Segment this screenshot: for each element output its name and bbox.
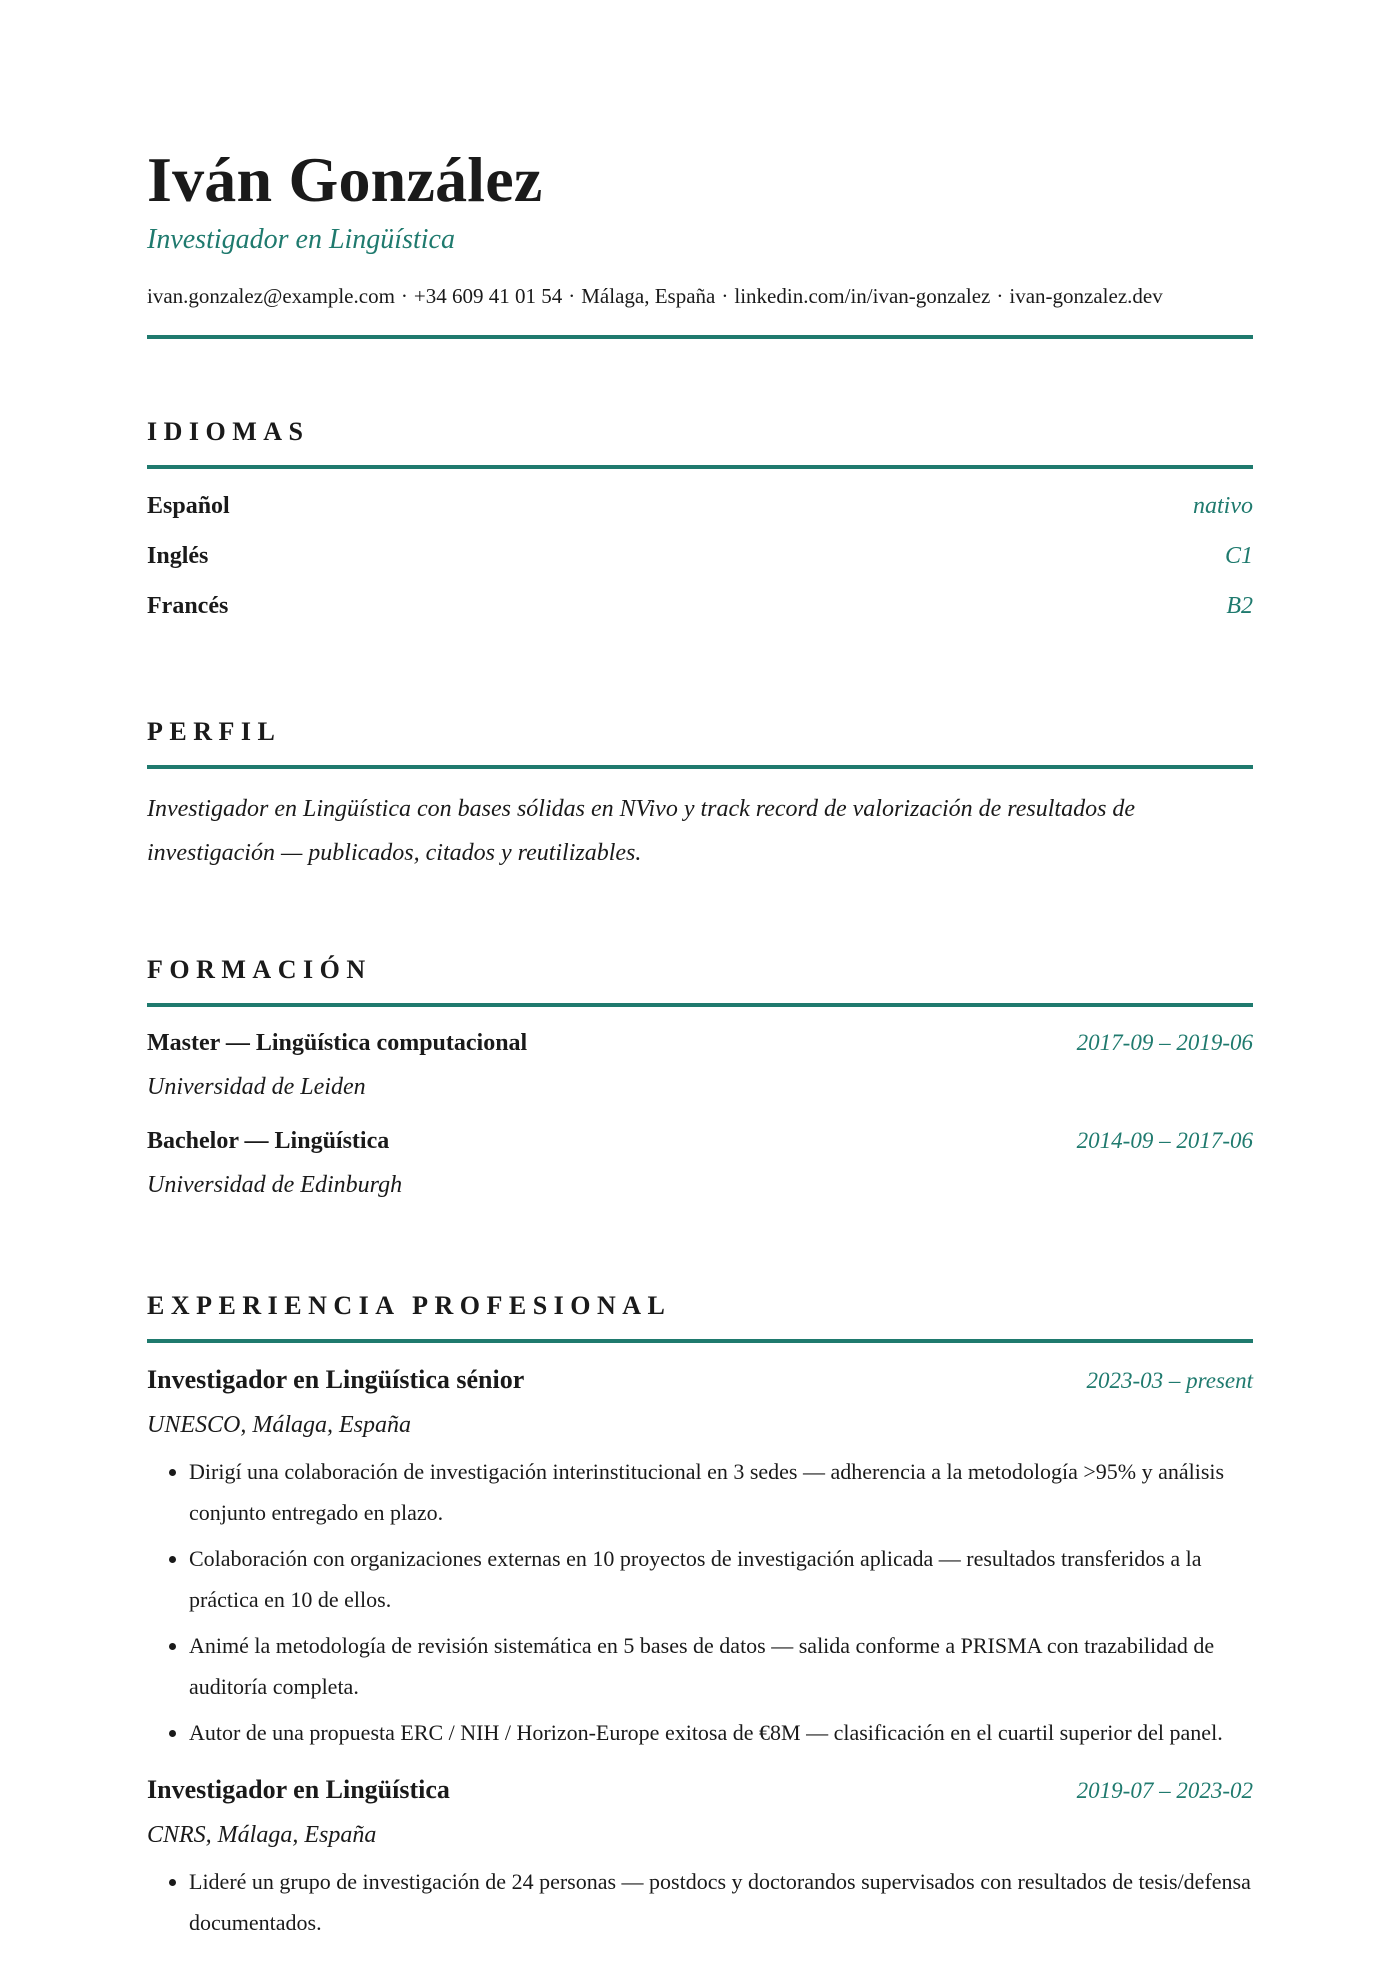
profile-section	[147, 717, 1253, 875]
experience-dates: 2019-07 – 2023-02	[1076, 1778, 1253, 1803]
contact-separator: ·	[400, 284, 408, 308]
education-institution: Universidad de Leiden	[147, 1074, 366, 1100]
contact-email[interactable]: ivan.gonzalez@example.com	[147, 284, 395, 308]
experience-section	[147, 1291, 1253, 1943]
header-divider	[147, 335, 1253, 339]
experience-role: Investigador en Lingüística	[147, 1775, 450, 1804]
education-degree: Bachelor — Lingüística	[147, 1128, 390, 1154]
experience-item	[147, 1357, 1253, 1753]
education-institution: Universidad de Edinburgh	[147, 1172, 403, 1198]
contact-separator: ·	[996, 284, 1004, 308]
experience-bullet: • Colaboración con organizaciones externas en 10 proyectos de investigación aplicada — resultados transferidos a la práctica en 10 de ellos.	[189, 1538, 1253, 1620]
experience-bullet: • Dirigí una colaboración de investigación interinstitucional en 3 sedes — adherencia a la metodología >95% y análisis conjunto entregado en plazo.	[189, 1451, 1253, 1533]
languages-section	[147, 417, 1253, 631]
education-item	[147, 1021, 1253, 1109]
candidate-headline: Investigador en Lingüística	[147, 224, 455, 255]
profile-summary: Investigador en Lingüística con bases sólidas en NVivo y track record de valorización de resultados de investigación — publicados, citados y reutilizables.	[147, 796, 1136, 866]
contact-linkedin[interactable]: linkedin.com/in/ivan-gonzalez	[734, 284, 991, 308]
education-section	[147, 955, 1253, 1207]
experience-list	[147, 1357, 1253, 1943]
experience-bullets	[147, 1861, 1253, 1943]
experience-role: Investigador en Lingüística sénior	[147, 1365, 525, 1394]
contact-website[interactable]: ivan-gonzalez.dev	[1009, 284, 1163, 308]
education-heading: FORMACIÓN	[147, 955, 1253, 1007]
experience-organization: CNRS, Málaga, España	[147, 1822, 377, 1848]
language-row	[147, 481, 1253, 531]
contact-line	[147, 277, 1167, 315]
experience-bullet: • Animé la metodología de revisión sistemática en 5 bases de datos — salida conforme a PRISMA con trazabilidad de auditoría completa.	[189, 1625, 1253, 1707]
experience-heading: EXPERIENCIA PROFESIONAL	[147, 1291, 1253, 1343]
contact-separator: ·	[721, 284, 729, 308]
candidate-name: Iván González	[147, 144, 543, 215]
language-row	[147, 531, 1253, 581]
resume-header	[147, 0, 1253, 339]
language-name: Francés	[147, 593, 229, 619]
language-name: Inglés	[147, 543, 209, 569]
language-name: Español	[147, 493, 230, 519]
experience-organization: UNESCO, Málaga, España	[147, 1412, 411, 1438]
education-degree: Master — Lingüística computacional	[147, 1030, 528, 1056]
experience-bullets	[147, 1451, 1253, 1753]
language-level: B2	[1226, 593, 1253, 619]
education-item	[147, 1119, 1253, 1207]
experience-bullet: • Lideré un grupo de investigación de 24 personas — postdocs y doctorandos supervisados con resultados de tesis/defensa documentados.	[189, 1861, 1253, 1943]
education-list	[147, 1021, 1253, 1207]
profile-heading: PERFIL	[147, 717, 1253, 769]
education-dates: 2017-09 – 2019-06	[1076, 1030, 1253, 1055]
language-level: nativo	[1193, 493, 1253, 519]
experience-bullet: • Autor de una propuesta ERC / NIH / Horizon-Europe exitosa de €8M — clasificación en el cuartil superior del panel.	[189, 1712, 1253, 1753]
language-row	[147, 581, 1253, 631]
languages-list	[147, 481, 1253, 631]
contact-phone[interactable]: +34 609 41 01 54	[413, 284, 563, 308]
contact-separator: ·	[568, 284, 576, 308]
language-level: C1	[1224, 543, 1253, 569]
experience-dates: 2023-03 – present	[1086, 1368, 1253, 1393]
languages-heading: IDIOMAS	[147, 417, 1253, 469]
experience-item	[147, 1767, 1253, 1943]
contact-location: Málaga, España	[581, 284, 716, 308]
education-dates: 2014-09 – 2017-06	[1076, 1128, 1253, 1153]
